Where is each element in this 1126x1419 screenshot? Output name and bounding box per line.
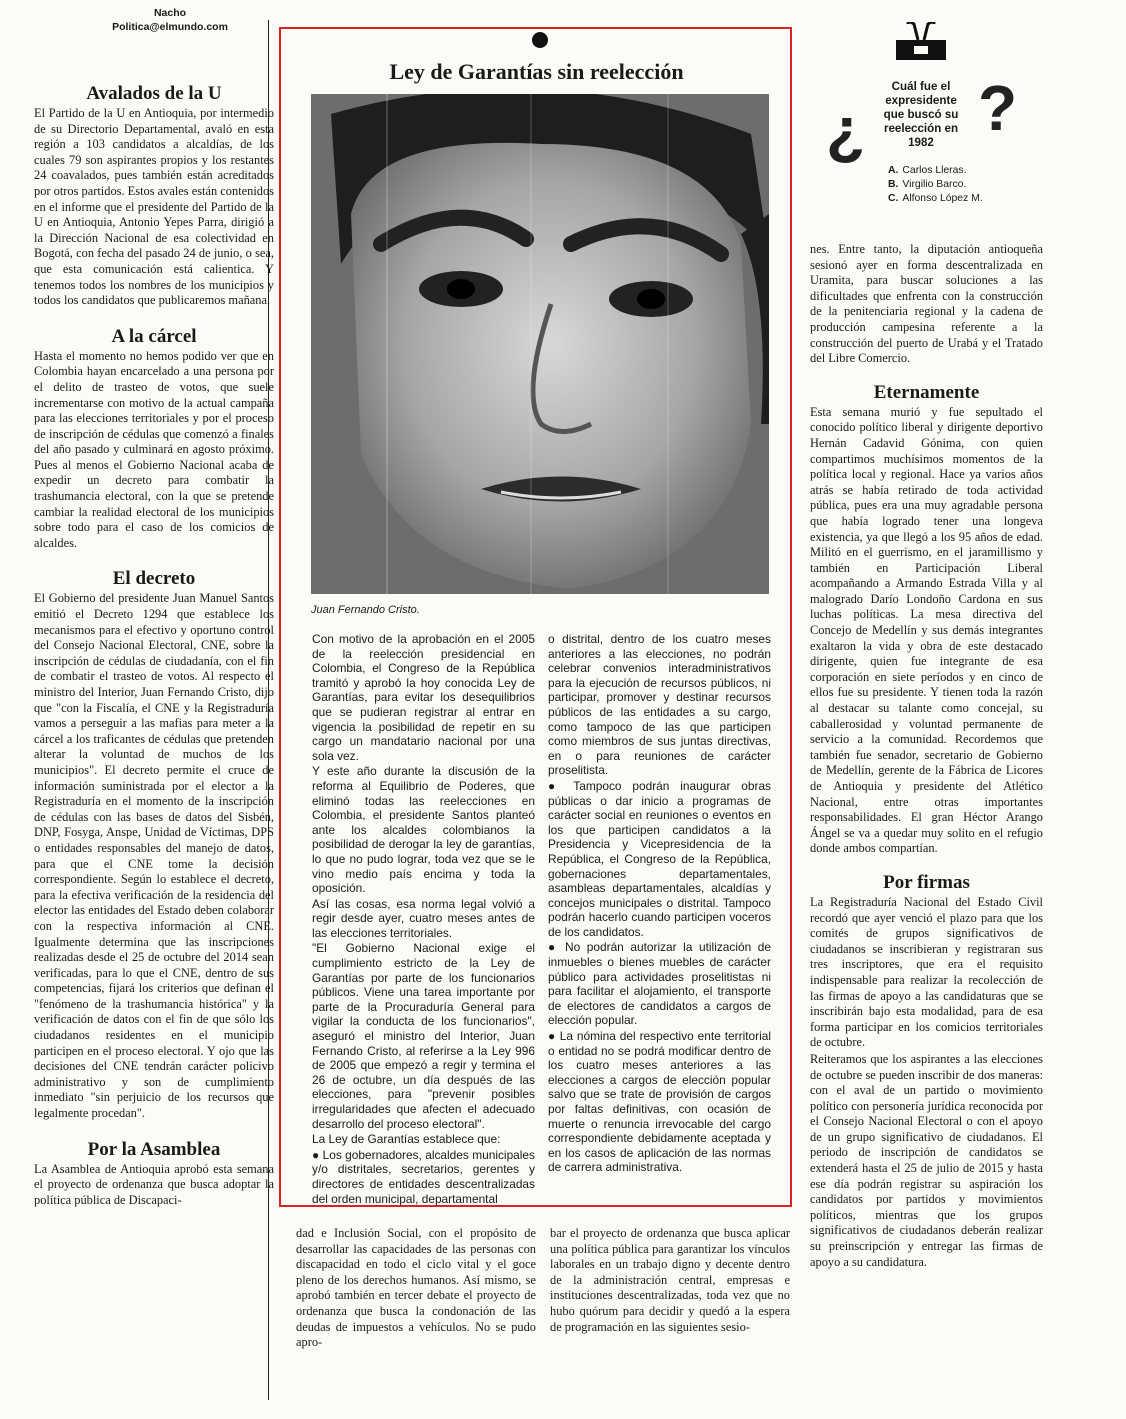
byline: [80, 6, 260, 34]
section-title-carcel: A la cárcel: [111, 325, 197, 347]
quiz-option-letter: C.: [888, 193, 899, 204]
author-email: Politica@elmundo.com: [112, 21, 228, 33]
section-title-eternamente: Eternamente: [873, 381, 980, 403]
quiz-option: [888, 192, 983, 206]
box-paragraph: La Ley de Garantías establece que:: [312, 1132, 501, 1147]
quiz-question: Cuál fue el expresidente que buscó su reelección en 1982: [883, 80, 959, 149]
section-title-decreto: El decreto: [112, 568, 196, 590]
box-paragraph: Y este año durante la discusión de la reforma al Equilibrio de Poderes, que eliminó todas las reelecciones en Colombia, el presidente Santos planteó ante los alcaldes colombianos la posibilidad de derogar la ley de garantías, lo que no pudo lograr, toda vez que se le vino medio país encima y toda la oposición.: [312, 764, 535, 896]
firmas-paragraph: Reiteramos que los aspirantes a las elecciones de octubre se pueden inscribir de dos maneras: con el aval de un partido o movimiento político con personería jurídica reconocida por el Consejo Nacional Electoral o con el apoyo de un grupo significativo de ciudadanos. El periodo de inscripción de candidatos se extenderá hasta el 25 de julio de 2015 y hasta ese día podrán registrar su aspiración los candidatos por partidos y movimientos políticos, mientras que los grupos significativos de ciudadanos deberán realizar su preinscripción y entregar las firmas de apoyo a su candidatura.: [810, 1051, 1043, 1269]
photo-caption: Juan Fernando Cristo.: [311, 604, 420, 616]
asamblea-paragraph: La Asamblea de Antioquia aprobó esta semana el proyecto de ordenanza que busca adoptar la política pública de Discapaci-: [34, 1161, 274, 1207]
quiz-option-text: Virgilio Barco.: [902, 179, 967, 190]
left-column: [34, 82, 274, 1208]
author-name: Nacho: [153, 7, 187, 19]
quiz-option: [888, 164, 983, 178]
section-title-avalados: Avalados de la U: [86, 83, 222, 104]
quiz-option-text: Alfonso López M.: [902, 193, 983, 204]
bottom-paragraph-1: dad e Inclusión Social, con el propósito de desarrollar las capacidades de las personas con discapacidad en todo el ciclo vital y el goce pleno de los derechos humanos. Así mismo, se aprobó también en tercer debate el proyecto de ordenanza que busca la condonación de las deudas de impuestos a vehículos. No se pudo apro-: [296, 1226, 536, 1350]
bottom-column-2: [550, 1226, 790, 1335]
portrait-photo: [311, 94, 769, 594]
portrait-illustration: [311, 94, 769, 594]
box-paragraph: Así las cosas, esa norma legal volvió a regir desde ayer, cuatro meses antes de las elecciones territoriales.: [312, 896, 535, 940]
bottom-column-1: [296, 1226, 536, 1351]
firmas-paragraph: La Registraduría Nacional del Estado Civil recordó que ayer venció el plazo para que los comités de grupos significativos de ciudadanos se inscribieran y registraran sus tres inscriptores, que era el requisito indispensable para realizar la recolección de las firmas de apoyo a las candidaturas que se inscribirán bajo esta modalidad, para de esa forma participar en los comicios territoriales de octubre.: [810, 894, 1043, 1050]
box-paragraph: "El Gobierno Nacional exige el cumplimiento estricto de la Ley de Garantías por parte de los funcionarios públicos. Viene una tarea importante por parte de la Procuraduría General para vigilar la conducta de los funcionarios", aseguró el ministro del Interior, Juan Fernando Cristo, al referirse a la Ley 996 de 2005 que empezó a regir y termina el 26 de octubre, un día después de las elecciones, para "prevenir posibles irregularidades que afecten el adecuado desarrollo del proceso electoral".: [312, 941, 535, 1131]
section-title-firmas: Por firmas: [883, 871, 970, 893]
quiz-option: [888, 178, 983, 192]
quiz-option-text: Carlos Lleras.: [902, 165, 967, 176]
avalados-paragraph: El Partido de la U en Antioquia, por intermedio de su Directorio Departamental, avaló en esta región a 103 candidatos a alcaldías, de los cuales 79 son aspirantes propios y los restantes 24 coavalados, pues también están acreditados por otros partidos. Estos avales están contenidos en el informe que el presidente del Partido de la U en Antioquia, Antonio Yepes Parra, dirigió a la Dirección Nacional de esa colectividad en Bogotá, con fecha del pasado 24 de junio, o sea, que esta comunicación está calientica. Y tenemos todos los nombres de los municipios y todos los candidatos que publicaremos mañana.: [34, 106, 274, 308]
eternamente-paragraph: Esta semana murió y fue sepultado el conocido político liberal y dirigente deportivo Hernán Cadavid Gónima, con quien compartimos muchísimos momentos de la política local y regional. Hace ya varios años atrás se había retirado de toda actividad pública, pues era una muy agradable persona que había logrado tener una longeva existencia, ya que llegó a los 95 años de edad. Militó en el guerrismo, en el jaramillismo y también en Participación Liberal acompañando a Armando Estrada Villa y al malogrado Darío Londoño Cardona en sus luchas políticas. La mesa directiva del Concejo de Medellín y sus demás integrantes exaltaron la vida y obra de este destacado dirigente, quien fue integrante de esa corporación en siete períodos y en cinco de ellos fue su presidente. Y tienen toda la razón al destacar su talante como concejal, su caballerosidad y voluntad permanente de servicio a la comunidad. Recordemos que también fue senador, secretario de Gobierno de Medellín, gerente de la Fábrica de Licores de Antioquia y presidente del Atlético Nacional, entre otras importantes responsabilidades. El gran Héctor Arango Ángel se va a quedar muy solito en el refugio donde ambos compartían.: [810, 404, 1043, 856]
bottom-paragraph-2: bar el proyecto de ordenanza que busca aplicar una política pública para garantizar los vínculos laborales en un trabajo digno y decente dentro de la administración central, empresas e instituciones descentralizadas, toda vez que no hubo quórum para decidir y quedó a la espera de programación en las siguientes sesio-: [550, 1226, 790, 1334]
right-column: [810, 242, 1043, 1270]
box-paragraph: ● La nómina del respectivo ente territorial o entidad no se podrá modificar dentro de los cuatro meses anteriores a las elecciones a cargos de elección popular salvo que se trate de provisión de cargos por faltas definitivas, con ocasión de muerte o renuncia irrevocable del cargo correspondiente debidamente aceptada y en los casos de aplicación de las normas de carrera administrativa.: [548, 1029, 771, 1175]
box-column-1: [312, 632, 535, 1206]
pin-icon: [532, 32, 548, 48]
inverted-question-mark-icon: ¿: [826, 94, 866, 166]
box-paragraph: ● No podrán autorizar la utilización de inmuebles o bienes muebles de carácter público para actividades proselitistas ni para facilitar el alojamiento, el transporte de electores de candidatos a cargos de elección popular.: [548, 940, 771, 1028]
box-paragraph: Con motivo de la aprobación en el 2005 de la reelección presidencial en Colombia, el Congreso de la República tramitó y aprobó la hoy conocida Ley de Garantías, para evitar los desequilibrios que se pudieran registrar al entrar en vigencia la posibilidad de repetir en su cargo un mandatario nacional por una sola vez.: [312, 632, 535, 763]
paper-clip-icon: [896, 22, 946, 60]
question-mark-icon: ?: [978, 72, 1018, 144]
quiz-option-letter: B.: [888, 179, 899, 190]
box-paragraph: ● Los gobernadores, alcaldes municipales y/o distritales, secretarios, gerentes y directores de entidades descentralizadas del orden municipal, departamental: [312, 1147, 535, 1206]
carcel-paragraph: Hasta el momento no hemos podido ver que en Colombia hayan encarcelado a una persona por el delito de trasteo de votos, que suele incrementarse con motivo de la actual campaña para las elecciones territoriales y por el proceso de inscripción de cédulas que comenzó a finales del año pasado y culminará en agosto próximo. Pues al menos el Gobierno Nacional acaba de expedir un decreto para combatir la trashumancia electoral, con la que se pretende cambiar la realidad electoral de los municipios sobre todo para el caso de los comicios de alcaldes.: [34, 348, 274, 550]
asamblea-continuation: nes. Entre tanto, la diputación antioqueña sesionó ayer en forma descentralizada en Uramita, para buscar soluciones a las dificultades que enfrenta con la construcción de la penitenciaria regional y la cadena de producción campesina referente a la construcción del puerto de Urabá y el Tratado del Libre Comercio.: [810, 242, 1043, 366]
quiz-box: [818, 18, 1018, 228]
quiz-options: [888, 164, 983, 206]
box-paragraph: ● Tampoco podrán inaugurar obras públicas o dar inicio a programas de carácter social en reuniones o eventos en los que participen candidatos a la Presidencia y Vicepresidencia de la República, el Congreso de la República, gobernaciones departamentales, asambleas departamentales, alcaldías y concejos municipales o distrital. Tampoco podrán hacerlo cuando participen voceros de los candidatos.: [548, 778, 771, 939]
quiz-option-letter: A.: [888, 165, 899, 176]
box-title: Ley de Garantías sin reelección: [389, 59, 684, 84]
decreto-paragraph: El Gobierno del presidente Juan Manuel Santos emitió el Decreto 1294 que establece los mecanismos para el efectivo y oportuno control del Consejo Nacional Electoral, CNE, sobre la inscripción de cédulas de ciudadanía, con el fin de combatir el trasteo de votos. Al respecto el ministro del Interior, Juan Fernando Cristo, dijo que "con la Fiscalía, el CNE y la Registraduría vamos a perseguir a las mafias para meter a la cárcel a los traficantes de cédulas que pretenden alterar la voluntad de muchos de los municipios". El decreto permite el cruce de información suministrada por el elector a la Registraduría en el momento de la inscripción de cédulas con las bases de datos del Sisbén, DNP, Fosyga, Anspe, Unidad de Víctimas, DPS o entidades responsables del manejo de datos, para que el CNE tome la decisión correspondiente. Según lo establece el decreto, para la efectiva verificación de la residencia del elector las entidades del Estado deben colaborar con la respectiva información al CNE. Igualmente determina que las inscripciones realizadas desde el 25 de octubre del 2014 sean verificadas, para lo que el CNE, dentro de sus competencias, fijará los criterios que definan el "fenómeno de la trashumancia histórica" y la verificación de datos con el fin de que sólo los ciudadanos residentes en el municipio participen en el proceso electoral. Y ojo que las decisiones del CNE tendrán carácter policivo administrativo y son de cumplimiento inmediato "sin perjuicio de los recursos que legalmente procedan".: [34, 591, 274, 1121]
box-paragraph: o distrital, dentro de los cuatro meses anteriores a las elecciones, no podrán celebrar convenios interadministrativos para la ejecución de recursos públicos, ni participar, promover y destinar recursos públicos de las entidades a su cargo, como tampoco de las que participen como miembros de sus juntas directivas, en o para reuniones de carácter proselitista.: [548, 632, 771, 778]
section-title-asamblea: Por la Asamblea: [87, 1138, 221, 1160]
box-column-2: [548, 632, 771, 1175]
